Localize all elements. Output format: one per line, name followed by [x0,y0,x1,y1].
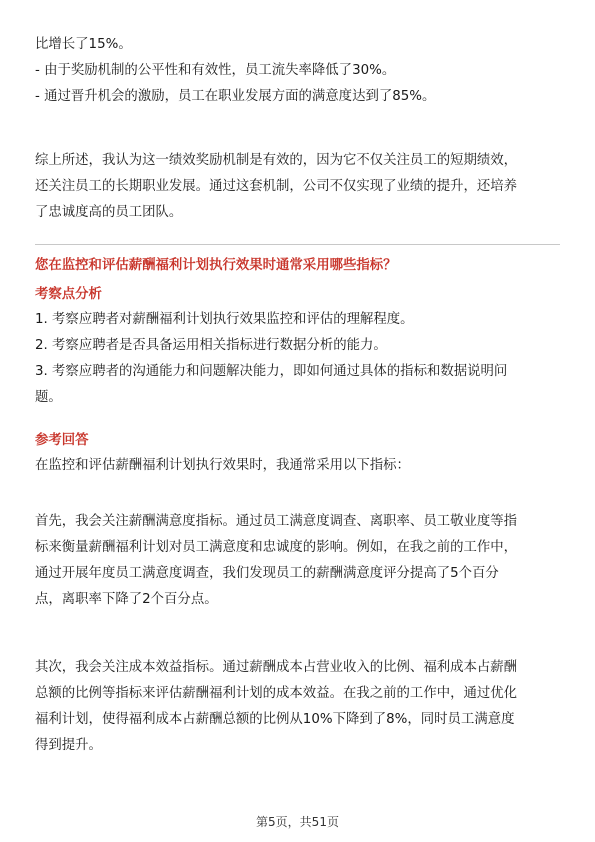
text-line: 了忠诚度高的员工团队。 [35,205,183,220]
question-heading: 您在监控和评估薪酬福利计划执行效果时通常采用哪些指标？ [35,258,397,273]
text-line: 福利计划，使得福利成本占薪酬总额的比例从10%下降到了8%，同时员工满意度 [35,712,515,727]
list-item: 题。 [35,390,62,405]
text-line: 通过开展年度员工满意度调查，我们发现员工的薪酬满意度评分提高了5个百分 [35,566,499,581]
top-lines [35,32,563,110]
list-item: 1. 考察应聘者对薪酬福利计划执行效果监控和评估的理解程度。 [35,312,414,327]
analysis-list [35,307,563,411]
text-line: 综上所述，我认为这一绩效奖励机制是有效的，因为它不仅关注员工的短期绩效， [35,153,518,168]
text-line: - 通过晋升机会的激励，员工在职业发展方面的满意度达到了85%。 [35,89,436,104]
summary-paragraph [35,148,563,226]
first-paragraph [35,509,563,613]
text-line: 点，离职率下降了2个百分点。 [35,592,218,607]
second-paragraph [35,655,563,759]
text-line: 得到提升。 [35,738,102,753]
text-line: - 由于奖励机制的公平性和有效性，员工流失率降低了30%。 [35,63,396,78]
list-item: 2. 考察应聘者是否具备运用相关指标进行数据分析的能力。 [35,338,387,353]
text-line: 总额的比例等指标来评估薪酬福利计划的成本效益。在我之前的工作中，通过优化 [35,686,518,701]
answer-intro: 在监控和评估薪酬福利计划执行效果时，我通常采用以下指标： [35,458,410,473]
analysis-heading: 考察点分析 [35,287,102,302]
answer-heading: 参考回答 [35,433,89,448]
text-line: 比增长了15%。 [35,37,132,52]
list-item: 3. 考察应聘者的沟通能力和问题解决能力，即如何通过具体的指标和数据说明问 [35,364,508,379]
page-number: 第5页，共51页 [256,815,339,829]
text-line: 其次，我会关注成本效益指标。通过薪酬成本占营业收入的比例、福利成本占薪酬 [35,660,518,675]
text-line: 首先，我会关注薪酬满意度指标。通过员工满意度调查、离职率、员工敬业度等指 [35,514,518,529]
text-line: 标来衡量薪酬福利计划对员工满意度和忠诚度的影响。例如，在我之前的工作中， [35,540,518,555]
text-line: 还关注员工的长期职业发展。通过这套机制，公司不仅实现了业绩的提升，还培养 [35,179,518,194]
section-divider [35,244,560,245]
